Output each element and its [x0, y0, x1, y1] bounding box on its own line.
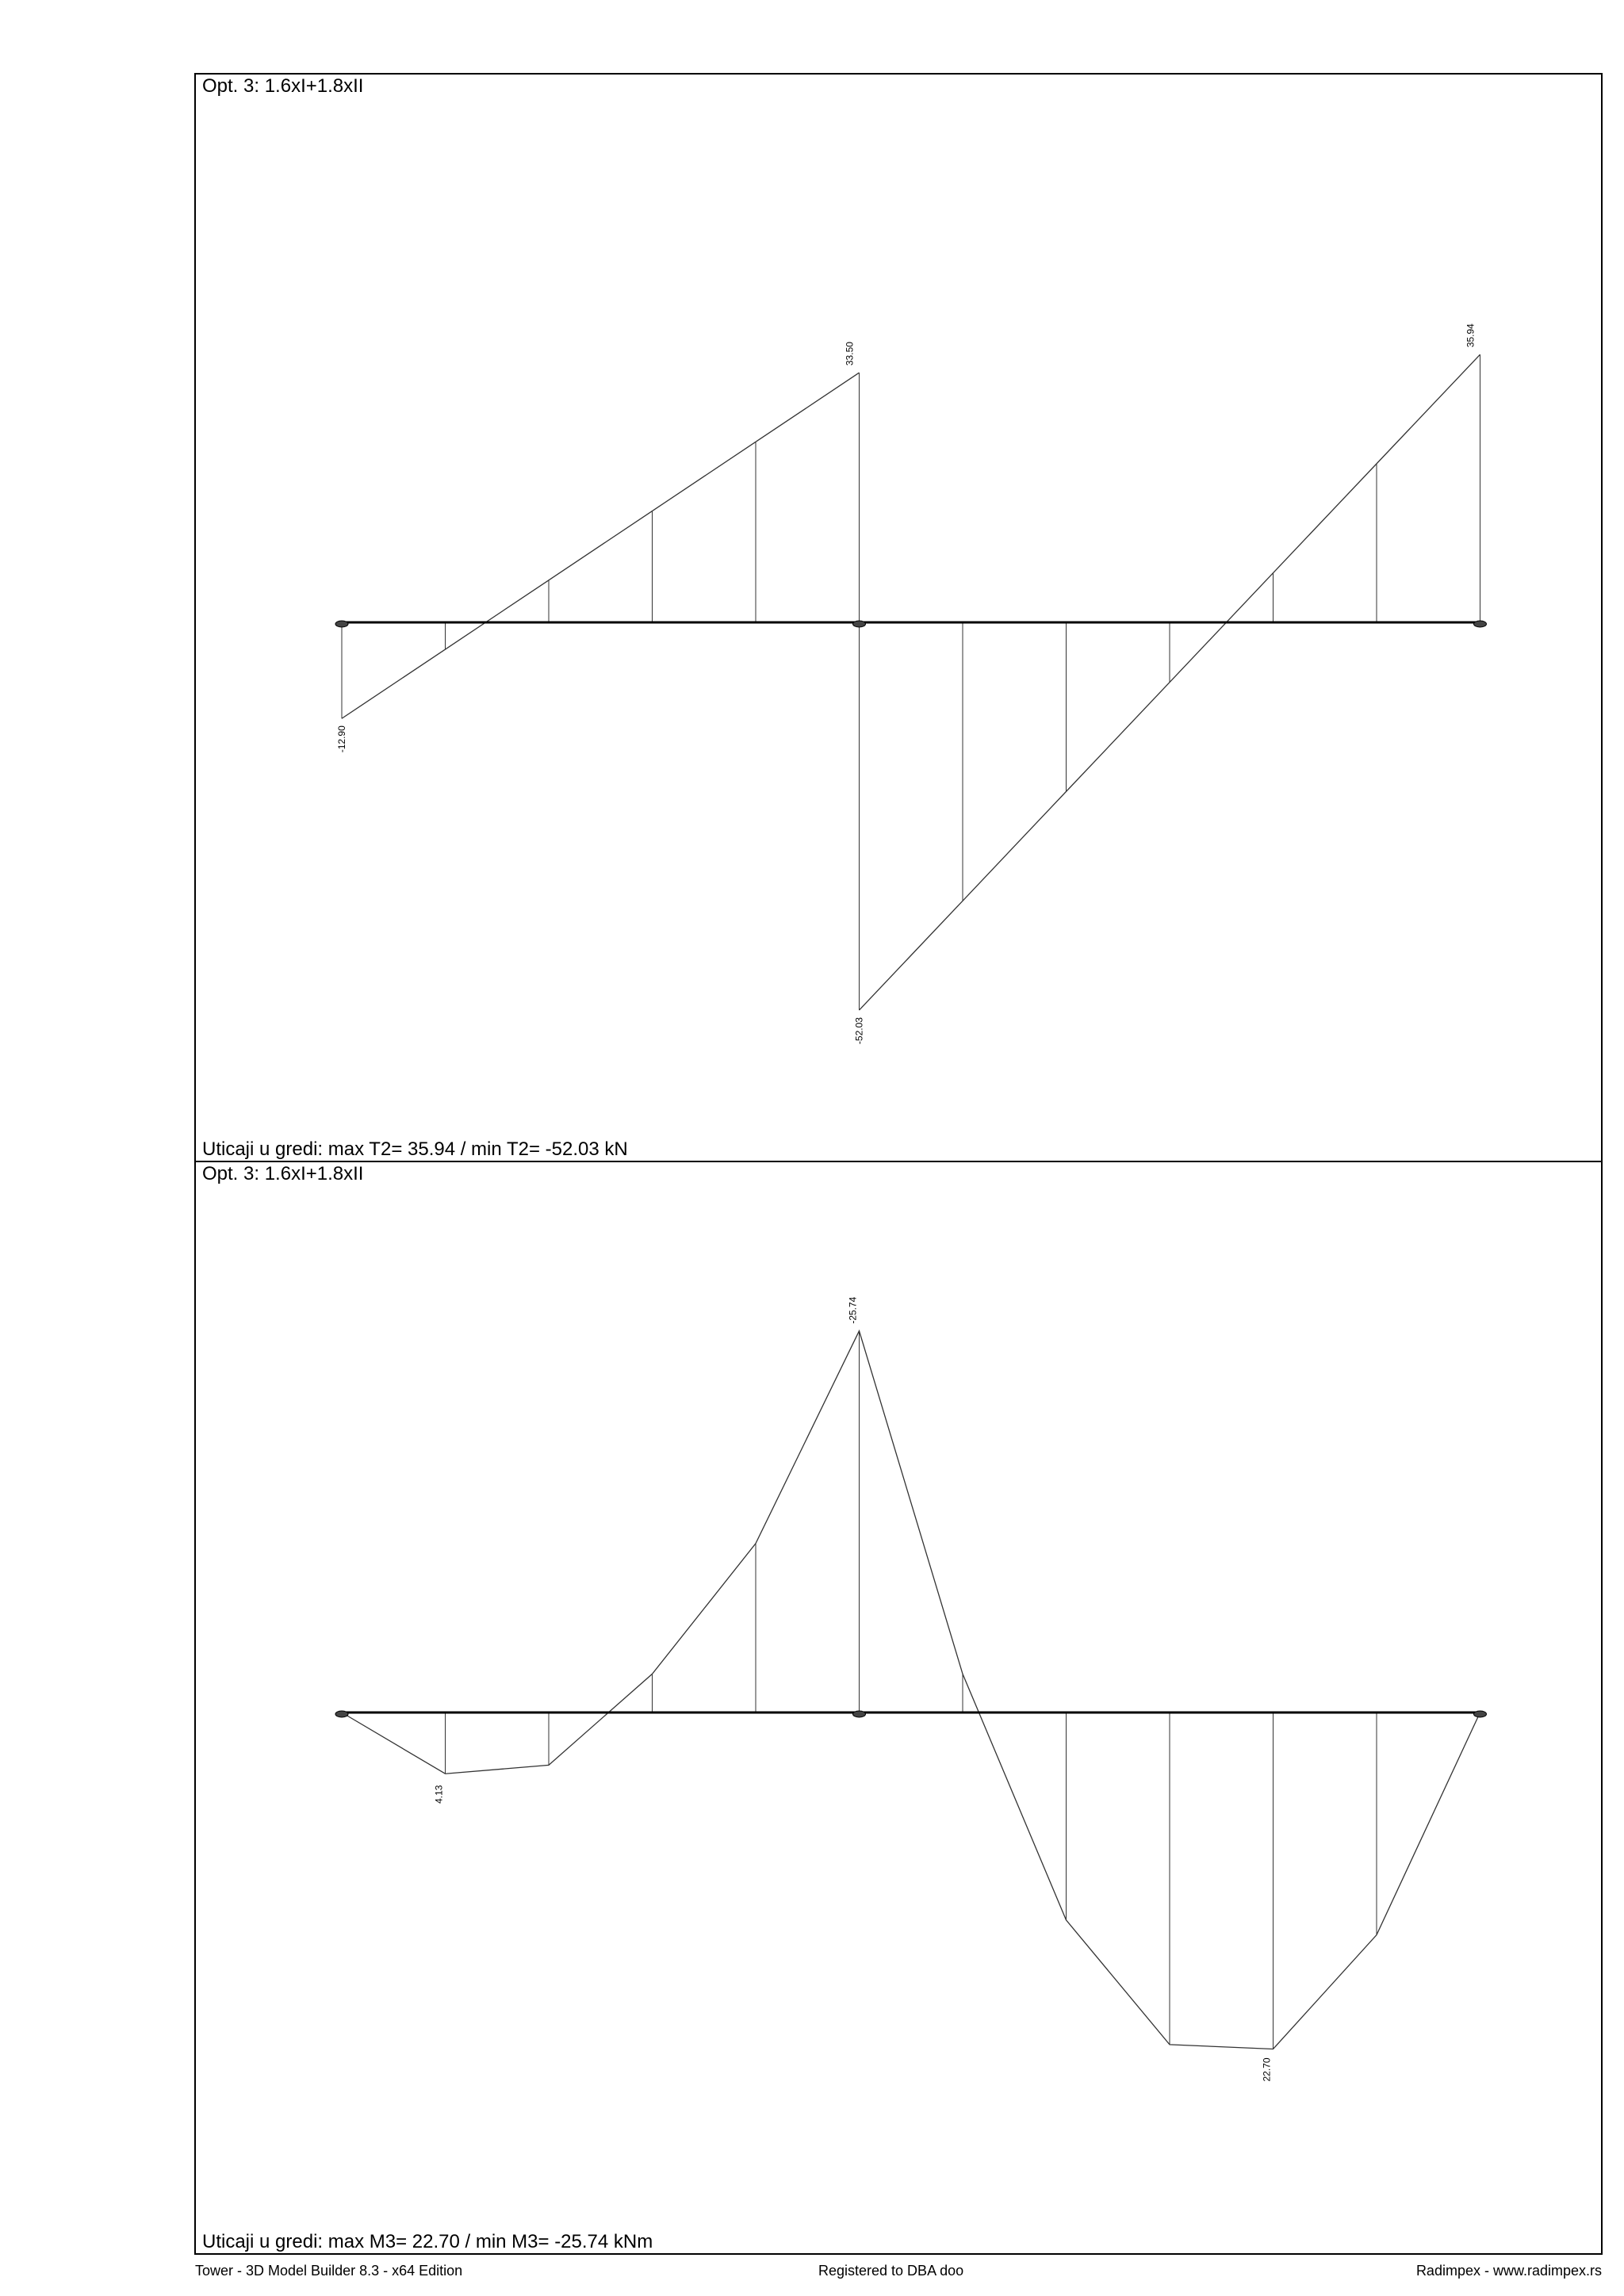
bending-moment-panel [194, 1161, 1603, 2255]
shear-force-summary: Uticaji u gredi: max T2= 35.94 / min T2= -52.03 kN [202, 1138, 628, 1160]
diagram-line [342, 373, 860, 718]
value-label: 35.94 [1465, 323, 1477, 348]
value-label: 33.50 [844, 342, 856, 366]
support-symbol [1474, 1711, 1487, 1717]
shear-force-diagram [196, 75, 1601, 1161]
support-symbol [335, 1711, 348, 1717]
support-symbol [1474, 621, 1487, 627]
support-symbol [335, 621, 348, 627]
value-label: -25.74 [847, 1296, 859, 1324]
footer-vendor: Radimpex - www.radimpex.rs [1415, 2263, 1602, 2279]
footer-software: Tower - 3D Model Builder 8.3 - x64 Edition [195, 2263, 463, 2279]
load-case-title: Opt. 3: 1.6xI+1.8xII [202, 1163, 364, 1184]
shear-force-panel [194, 73, 1603, 1162]
footer-registration: Registered to DBA doo [818, 2263, 964, 2279]
value-label: 4.13 [433, 1785, 445, 1804]
value-label: -12.90 [336, 725, 347, 753]
load-case-title: Opt. 3: 1.6xI+1.8xII [202, 75, 364, 97]
support-symbol [853, 621, 866, 627]
diagram-line [342, 1331, 1480, 2049]
value-label: 22.70 [1261, 2057, 1273, 2082]
support-symbol [853, 1711, 866, 1717]
value-label: -52.03 [853, 1017, 865, 1045]
bending-moment-summary: Uticaji u gredi: max M3= 22.70 / min M3= -25.74 kNm [202, 2231, 653, 2252]
bending-moment-diagram [196, 1162, 1601, 2253]
diagram-line [860, 354, 1480, 1010]
